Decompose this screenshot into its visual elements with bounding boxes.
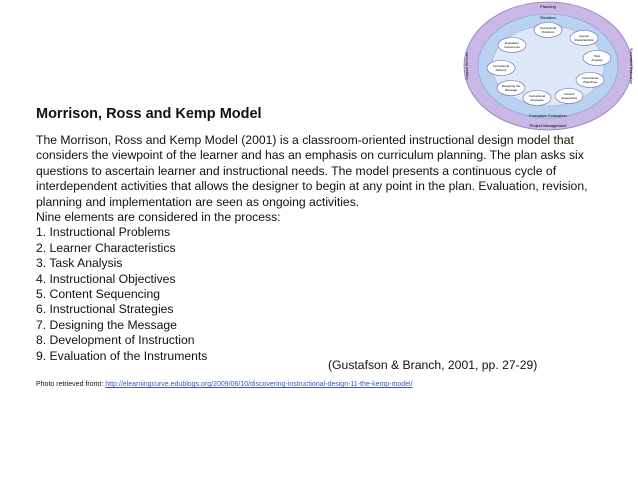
- node-label: Content: [563, 92, 575, 97]
- list-item: 6. Instructional Strategies: [36, 302, 174, 317]
- node-instructional-objectives: [576, 73, 604, 88]
- elements-list: [36, 225, 611, 364]
- node-label: Analysis: [591, 57, 603, 62]
- photo-credit: [36, 381, 413, 388]
- list-intro: Nine elements are considered in the process:: [36, 210, 281, 225]
- photo-credit-label: Photo retrieved fromt:: [36, 381, 106, 388]
- node-label: Instructional: [581, 76, 599, 81]
- ring-label-lower: Formative Evaluation: [529, 113, 567, 118]
- node-label: Instruments: [504, 44, 520, 49]
- list-item: 1. Instructional Problems: [36, 225, 171, 240]
- node-label: Evaluation: [504, 41, 520, 46]
- list-item: 3. Task Analysis: [36, 256, 123, 271]
- node-instructional-problems: [534, 23, 562, 38]
- list-item: 2. Learner Characteristics: [36, 240, 176, 255]
- node-label: Delivery: [495, 67, 507, 72]
- node-label: Instructional: [528, 94, 546, 99]
- node-label: Task: [593, 54, 601, 59]
- citation: (Gustafson & Branch, 2001, pp. 27-29): [328, 358, 538, 372]
- node-learner-characteristics: [570, 31, 598, 46]
- ring-label-left: Support Services: [465, 52, 469, 80]
- ring-label-right: Summative Evaluation: [629, 48, 633, 84]
- kemp-model-diagram: [452, 0, 638, 136]
- description-paragraph: The Morrison, Ross and Kemp Model (2001) is a classroom-oriented instructional design model that considers the viewpoint of the learner and has an emphasis on curriculum planning. The plan asks six questions to ascertain learner and instructional needs. The model presents a continuous cycle of interdependent activities that allows the designer to begin at any point in the plan. Evaluation, revision, planning and implementation are seen as ongoing activities.: [36, 133, 588, 209]
- node-instructional-strategies: [523, 91, 551, 106]
- ring-label-bottom: Project Management: [529, 123, 567, 128]
- node-label: Characteristics: [574, 37, 594, 42]
- node-evaluation-instruments: [498, 38, 526, 53]
- node-label: Instructional: [492, 64, 510, 69]
- list-item: 7. Designing the Message: [36, 317, 177, 332]
- node-label: Instructional: [539, 26, 557, 31]
- list-item: 4. Instructional Objectives: [36, 271, 176, 286]
- node-content-sequencing: [555, 89, 583, 104]
- node-designing-the-message: [497, 81, 525, 96]
- body-text: [36, 133, 611, 364]
- list-item: 9. Evaluation of the Instruments: [36, 348, 208, 363]
- node-label: Learner: [578, 34, 590, 39]
- page-title: Morrison, Ross and Kemp Model: [36, 106, 262, 122]
- ring-label-top: Planning: [540, 4, 556, 9]
- node-label: Objectives: [582, 79, 598, 84]
- node-label: Problems: [541, 29, 555, 34]
- node-label: Strategies: [530, 97, 544, 102]
- node-label: Designing the: [501, 84, 521, 89]
- node-label: Sequencing: [561, 95, 577, 100]
- ring-label-upper: Revision: [540, 15, 556, 20]
- photo-credit-link[interactable]: http://elearningcurve.edublogs.org/2009/06/10/discovering-instructional-design-11-the-kemp-model/: [105, 381, 413, 388]
- list-item: 8. Development of Instruction: [36, 333, 195, 348]
- node-task-analysis: [583, 51, 611, 66]
- node-label: Message: [504, 87, 518, 92]
- node-instructional-delivery: [487, 61, 515, 76]
- list-item: 5. Content Sequencing: [36, 287, 160, 302]
